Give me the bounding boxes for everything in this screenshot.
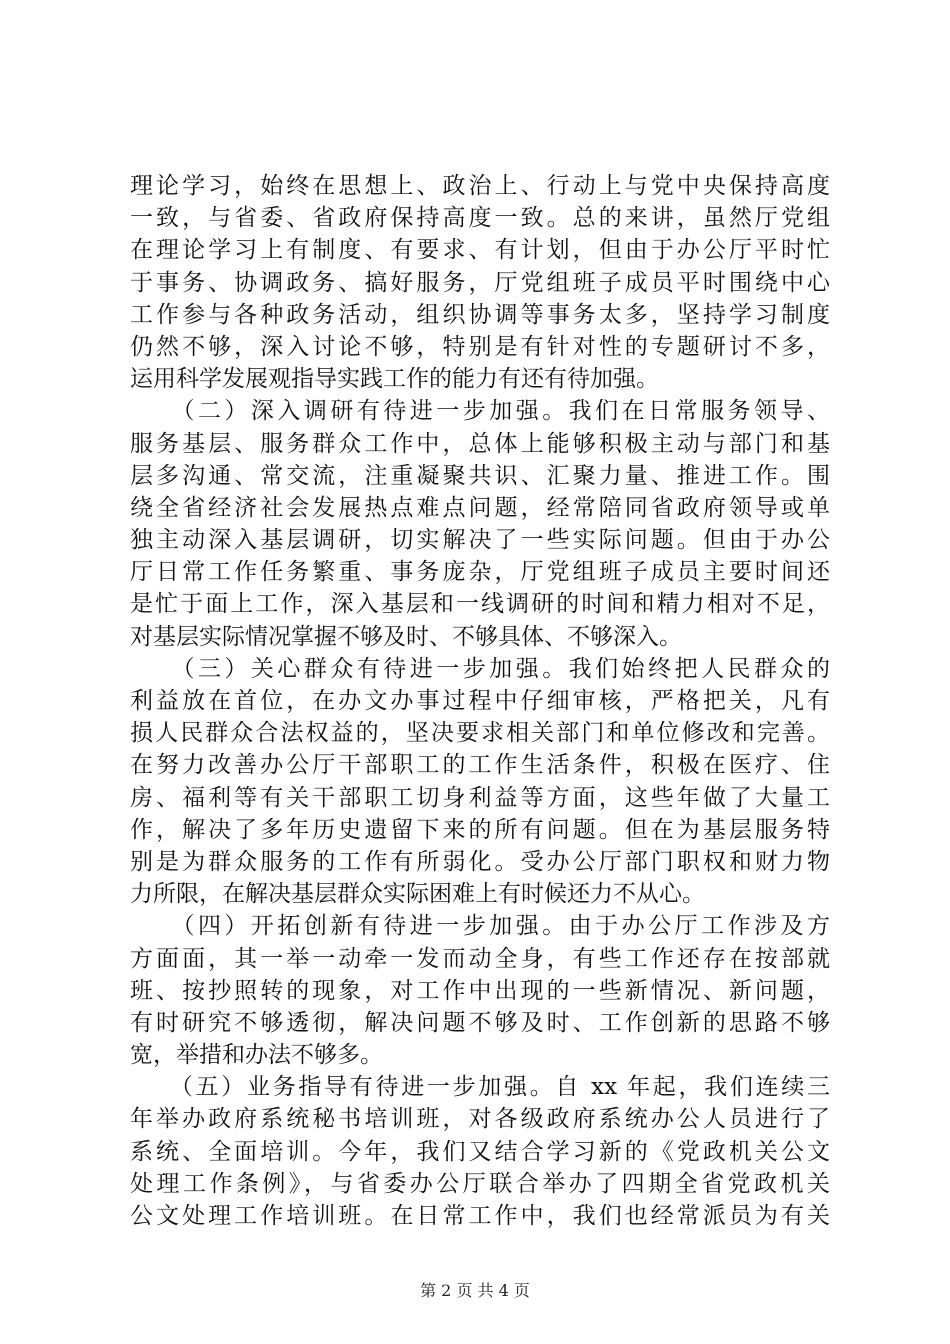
text-line: 公文处理工作培训班。在日常工作中，我们也经常派员为有关 (130, 1203, 830, 1229)
text-line: 工作参与各种政务活动，组织协调等事务太多，坚持学习制度 (130, 301, 830, 328)
text-line: （四）开拓创新有待进一步加强。由于办公厅工作涉及方 (130, 913, 830, 940)
text-line: 独主动深入基层调研，切实解决了一些实际问题。但由于办公 (130, 527, 830, 554)
text-line: 有时研究不够透彻，解决问题不够及时、工作创新的思路不够 (130, 1009, 830, 1036)
text-line: 班、按抄照转的现象，对工作中出现的一些新情况、新问题， (130, 977, 830, 1004)
text-line: 力所限，在解决基层群众实际困难上有时候还力不从心。 (130, 881, 705, 908)
text-line: 绕全省经济社会发展热点难点问题，经常陪同省政府领导或单 (130, 494, 830, 521)
text-line: 损人民群众合法权益的，坚决要求相关部门和单位修改和完善。 (130, 720, 830, 747)
document-body (130, 170, 830, 1232)
text-line: 系统、全面培训。今年，我们又结合学习新的《党政机关公文 (130, 1138, 830, 1165)
text-line: 宽，举措和办法不够多。 (130, 1042, 383, 1069)
text-line: 对基层实际情况掌握不够及时、不够具体、不够深入。 (130, 623, 682, 650)
text-line: 于事务、协调政务、搞好服务，厅党组班子成员平时围绕中心 (130, 269, 830, 296)
text-line: 运用科学发展观指导实践工作的能力有还有待加强。 (130, 366, 659, 393)
text-line: 利益放在首位，在办文办事过程中仔细审核，严格把关，凡有 (130, 688, 830, 714)
text-line: 仍然不够，深入讨论不够，特别是有针对性的专题研讨不多， (130, 333, 830, 360)
text-line: 方面面，其一举一动牵一发而动全身，有些工作还存在按部就 (130, 945, 830, 972)
text-line: 理论学习，始终在思想上、政治上、行动上与党中央保持高度 (130, 173, 830, 199)
text-line: 在理论学习上有制度、有要求、有计划，但由于办公厅平时忙 (130, 237, 830, 264)
text-line: （五）业务指导有待进一步加强。自 xx 年起，我们连续三 (130, 1074, 830, 1101)
text-line: 层多沟通、常交流，注重凝聚共识、汇聚力量、推进工作。围 (130, 462, 830, 489)
text-line: （二）深入调研有待进一步加强。我们在日常服务领导、 (130, 398, 830, 425)
page-number-footer: 第 2 页 共 4 页 (420, 1281, 530, 1300)
text-line: 服务基层、服务群众工作中，总体上能够积极主动与部门和基 (130, 430, 830, 457)
text-line: 厅日常工作任务繁重、事务庞杂，厅党组班子成员主要时间还 (130, 559, 830, 586)
text-line: 是忙于面上工作，深入基层和一线调研的时间和精力相对不足， (130, 591, 830, 618)
text-line: （三）关心群众有待进一步加强。我们始终把人民群众的 (130, 655, 830, 682)
text-line: 房、福利等有关干部职工切身利益等方面，这些年做了大量工 (130, 784, 830, 811)
text-line: 在努力改善办公厅干部职工的工作生活条件，积极在医疗、住 (130, 752, 830, 779)
text-line: 作，解决了多年历史遗留下来的所有问题。但在为基层服务特 (130, 816, 830, 843)
text-line: 处理工作条例》，与省委办公厅联合举办了四期全省党政机关 (130, 1170, 830, 1197)
text-line: 一致，与省委、省政府保持高度一致。总的来讲，虽然厅党组 (130, 205, 830, 232)
text-line: 别是为群众服务的工作有所弱化。受办公厅部门职权和财力物 (130, 848, 830, 875)
text-line: 年举办政府系统秘书培训班，对各级政府系统办公人员进行了 (130, 1106, 830, 1133)
